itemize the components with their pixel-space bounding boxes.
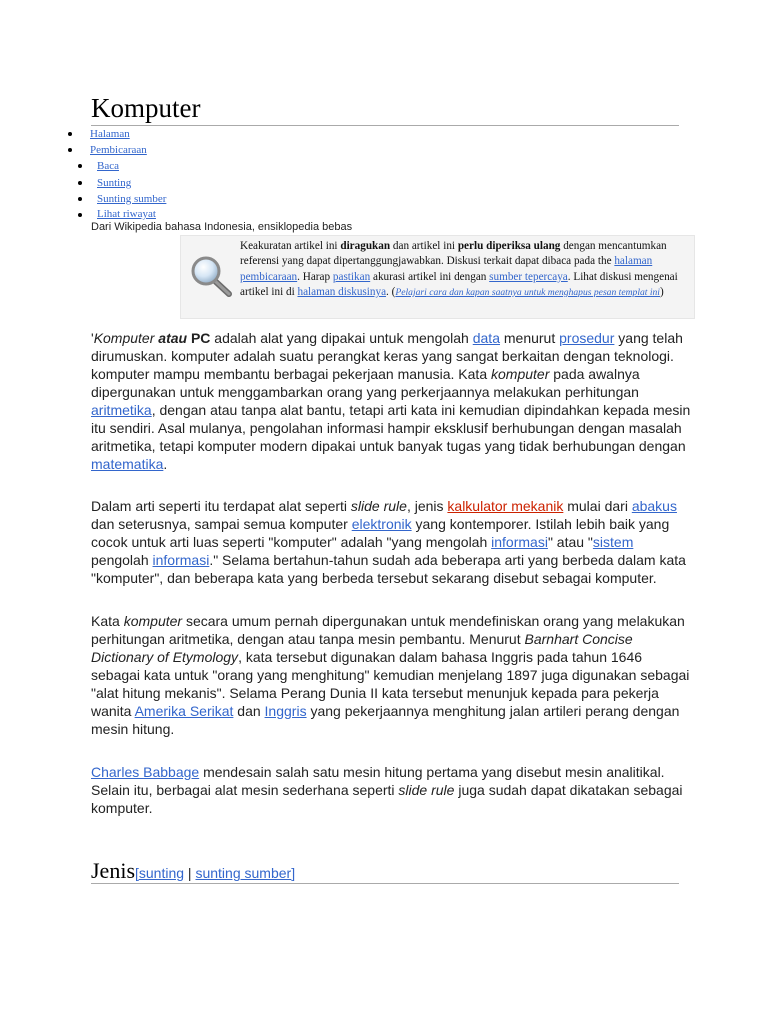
link-informasi[interactable]: informasi [491,534,548,550]
tab-pembicaraan[interactable]: Pembicaraan [90,144,147,156]
paragraph-meaning: Dalam arti seperti itu terdapat alat seperti slide rule, jenis kalkulator mekanik mulai dari abakus dan seterusnya, sampai semua komputer elektronik yang kontemporer. Istilah lebih baik yang cocok untuk arti luas seperti "komputer" adalah "yang mengolah informasi" atau "sistem pengolah informasi." Selama bertahun-tahun sudah ada beberapa arti yang berbeda dalam kata "komputer", dan beberapa kata yang berbeda tersebut sekarang disebut sebagai komputer. [91,498,686,586]
link-sistem[interactable]: sistem [592,534,634,550]
paragraph-history: Kata komputer secara umum pernah dipergunakan untuk mendefiniskan orang yang melakukan perhitungan aritmetika, dengan atau tanpa mesin pembantu. Menurut Barnhart Concise Dictionary of Etymology, kata tersebut digunakan dalam bahasa Inggris pada tahun 1646 sebagai kata untuk "orang yang menghitung" kemudian menjelang 1897 juga digunakan sebagai "alat hitung mekanis". Selama Perang Dunia II kata tersebut menunjuk kepada para pekerja wanita Amerika Serikat dan Inggris yang pekerjaannya menghitung jalan artileri perang dengan mesin hitung. [91,613,690,737]
bracket-open: [ [135,865,139,881]
nav-bullet [68,132,72,136]
separator: | [184,865,196,881]
link-matematika[interactable]: matematika [91,456,164,472]
link-amerika-serikat[interactable]: Amerika Serikat [134,703,234,719]
nav-bullet [78,164,82,168]
link-kalkulator-mekanik[interactable]: kalkulator mekanik [447,498,564,514]
link-informasi-2[interactable]: informasi [152,552,210,568]
talk-page-link[interactable]: halaman pembicaraan [240,255,653,283]
link-data[interactable]: data [472,330,500,346]
paragraph-babbage: Charles Babbage mendesain salah satu mesin hitung pertama yang disebut mesin analitikal. Selain itu, berbagai alat mesin sederhana seperti slide rule juga sudah dapat dikatakan sebagai komputer. [91,764,683,816]
link-aritmetika[interactable]: aritmetika [91,402,152,418]
nav-bullet [78,197,82,201]
paragraph-intro: 'Komputer atau PC adalah alat yang dipakai untuk mengolah data menurut prosedur yang telah dirumuskan. komputer adalah suatu perangkat keras yang sangat berkaitan dengan teknologi. komputer mampu membantu berbagai pekerjaan manusia. Kata komputer pada awalnya dipergunakan untuk menggambarkan orang yang perkerjaannya melakukan perhitungan aritmetika, dengan atau tanpa alat bantu, tetapi arti kata ini kemudian dipindahkan kepada mesin itu sendiri. Asal mulanya, pengolahan informasi hampir eksklusif berhubungan dengan masalah aritmetika, tetapi komputer modern dipakai untuk banyak tugas yang tidak berhubungan dengan matematika. [91,330,691,472]
notice-text: Keakuratan artikel ini diragukan dan artikel ini perlu diperiksa ulang dengan mencantumkan referensi yang dapat dipertanggungjawabkan. Diskusi terkait dapat dibaca pada the halaman pembicaraan. Harap pastikan akurasi artikel ini dengan sumber tepercaya. Lihat diskusi mengenai artikel ini di halaman diskusinya. (Pelajari cara dan kapan saatnya untuk menghapus pesan templat ini) [240,240,678,298]
discussion-page-link[interactable]: halaman diskusinya [297,285,387,298]
link-charles-babbage[interactable]: Charles Babbage [91,764,200,780]
title-divider [91,125,679,126]
link-prosedur[interactable]: prosedur [559,330,615,346]
site-tagline: Dari Wikipedia bahasa Indonesia, ensiklopedia bebas [91,221,353,233]
page-title: Komputer [91,93,201,123]
link-abakus[interactable]: abakus [631,498,677,514]
tab-baca[interactable]: Baca [97,160,119,172]
reliable-sources-link[interactable]: sumber tepercaya [489,270,568,283]
remove-template-help-link[interactable]: Pelajari cara dan kapan saatnya untuk menghapus pesan templat ini [395,286,660,298]
magnifier-icon [189,255,233,299]
bracket-close: ] [291,865,296,881]
notice-bold-doubted: diragukan [340,240,391,252]
nav-bullet [68,148,72,152]
tab-halaman[interactable]: Halaman [90,128,130,140]
verify-link[interactable]: pastikan [332,270,371,283]
section-edit-link[interactable]: sunting [138,865,185,881]
section-edit-links [135,865,295,881]
section-title: Jenis [91,858,135,883]
tab-sunting[interactable]: Sunting [97,177,132,189]
tab-lihat-riwayat[interactable]: Lihat riwayat [97,208,156,220]
notice-bold-review: perlu diperiksa ulang [457,240,561,252]
nav-bullet [78,181,82,185]
nav-bullet [78,213,82,217]
section-heading-jenis [91,856,295,889]
link-elektronik[interactable]: elektronik [351,516,412,532]
link-inggris[interactable]: Inggris [264,703,307,719]
section-divider [91,883,679,884]
section-edit-source-link[interactable]: sunting sumber [195,865,292,881]
tab-sunting-sumber[interactable]: Sunting sumber [97,193,167,205]
